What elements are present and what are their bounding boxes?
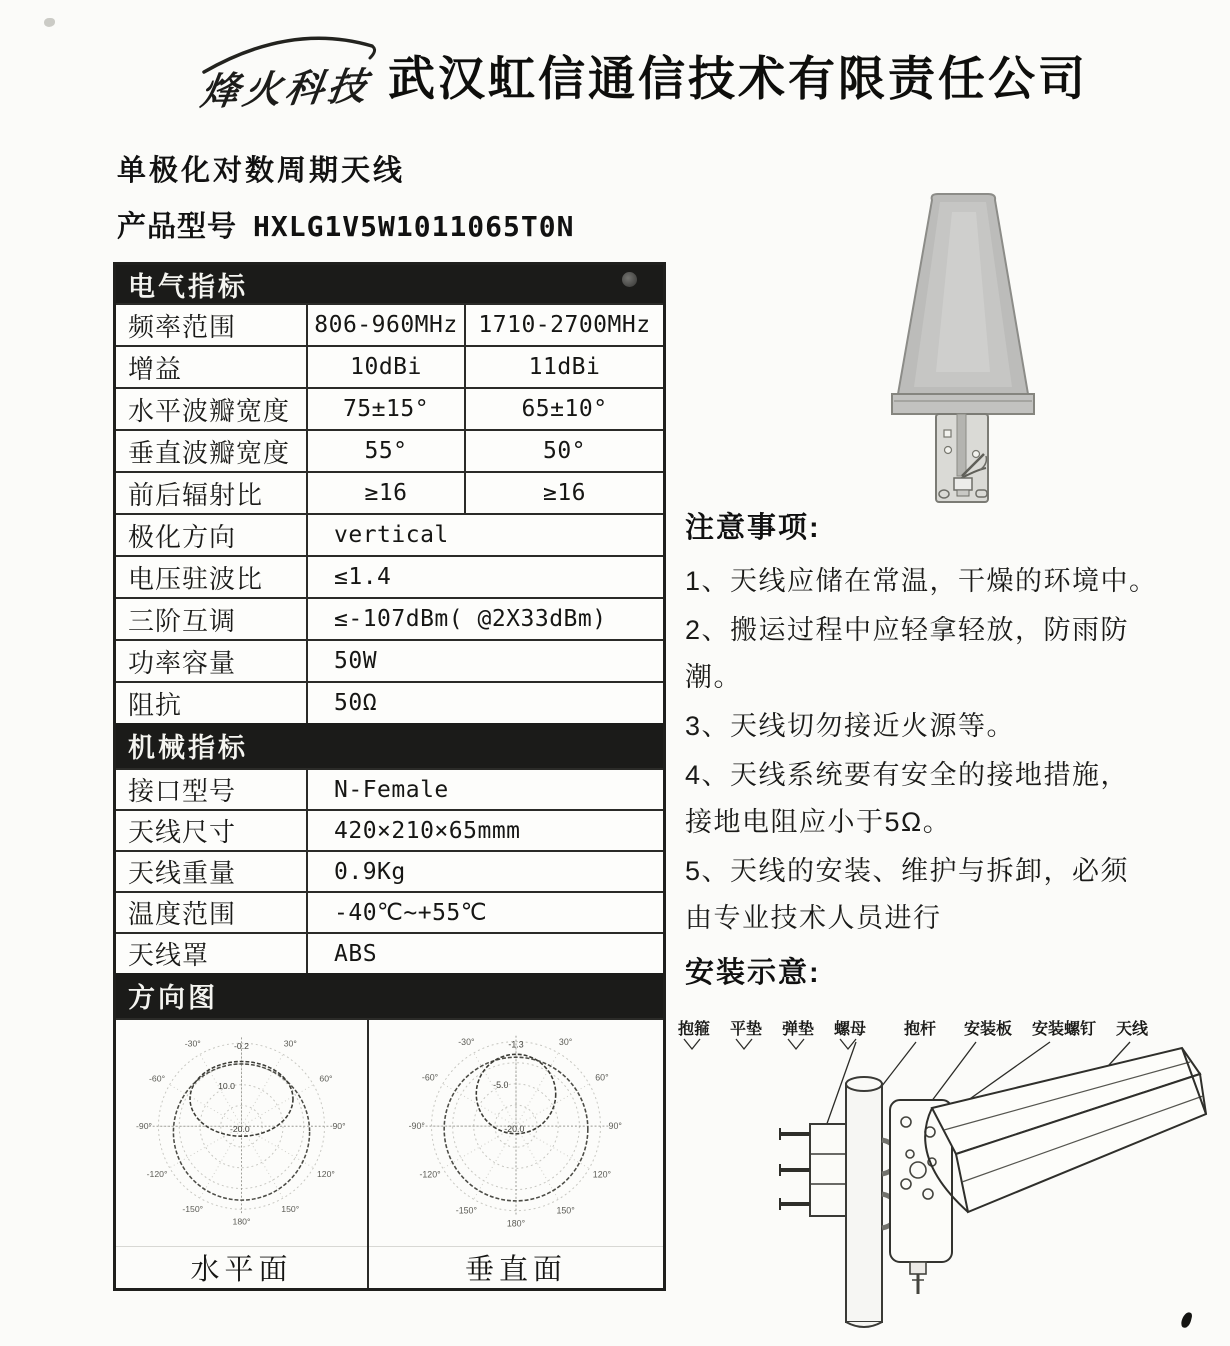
install-part-label: 抱杆 xyxy=(904,1021,937,1038)
pattern-section-title: 方向图 xyxy=(128,983,218,1013)
angle-tick-label: 30° xyxy=(283,1038,297,1049)
radial-value-label: -0.2 xyxy=(234,1041,249,1052)
angle-tick-label: 150° xyxy=(281,1203,300,1214)
electrical-section-bar xyxy=(116,265,663,303)
angle-tick-label: 120° xyxy=(316,1168,335,1179)
table-row xyxy=(116,429,663,471)
value-text: 55° xyxy=(364,438,408,464)
angle-tick-label: -150° xyxy=(182,1203,204,1214)
antenna-product-image xyxy=(840,182,1150,512)
page-title: 单极化对数周期天线 xyxy=(117,155,406,187)
pattern-plots xyxy=(116,1018,663,1288)
row-value xyxy=(464,389,663,429)
install-part-label: 安装螺钉 xyxy=(1032,1021,1097,1038)
notes-heading: 注意事项: xyxy=(685,512,821,544)
note-item: 4、天线系统要有安全的接地措施， 接地电阻应小于5Ω。 xyxy=(685,760,1130,837)
value-text: -40℃~+55℃ xyxy=(334,899,488,926)
row-label: 温度范围 xyxy=(128,899,237,929)
row-label: 电压驻波比 xyxy=(128,563,264,594)
row-value xyxy=(306,473,464,513)
row-value xyxy=(306,770,663,809)
value-text: N-Female xyxy=(334,776,449,803)
row-value xyxy=(464,431,663,471)
company-name: 武汉虹信通信技术有限责任公司 xyxy=(388,52,1088,105)
installation-diagram xyxy=(668,1012,1218,1342)
angle-tick-label: 90° xyxy=(608,1121,622,1132)
row-value xyxy=(464,305,663,345)
value-text: ABS xyxy=(334,940,378,967)
value-text: 0.9Kg xyxy=(334,858,406,885)
install-heading: 安装示意: xyxy=(685,957,821,989)
table-row xyxy=(116,809,663,850)
horizontal-plot-caption: 水平面 xyxy=(116,1246,367,1288)
angle-tick-label: -30° xyxy=(458,1036,475,1047)
value-text: ≤-107dBm( @2X33dBm) xyxy=(334,606,607,632)
company-logo xyxy=(196,30,386,120)
row-label: 阻抗 xyxy=(128,689,183,720)
row-label: 天线重量 xyxy=(128,858,237,888)
table-row xyxy=(116,768,663,809)
table-row xyxy=(116,597,663,639)
row-label: 垂直波瓣宽度 xyxy=(128,437,291,468)
install-part-label: 天线 xyxy=(1116,1021,1149,1038)
value-text: vertical xyxy=(334,522,449,548)
radial-value-label: -20.0 xyxy=(229,1124,250,1135)
table-row xyxy=(116,387,663,429)
notes-section xyxy=(685,505,1220,991)
row-value xyxy=(306,811,663,850)
angle-tick-label: 120° xyxy=(592,1169,612,1180)
table-row xyxy=(116,850,663,891)
row-value xyxy=(464,347,663,387)
horizontal-plane-plot-cell xyxy=(116,1020,369,1288)
row-label: 前后辐射比 xyxy=(128,479,264,510)
note-item: 1、天线应储在常温，干燥的环境中。 xyxy=(685,566,1158,596)
row-value xyxy=(306,431,464,471)
row-value xyxy=(306,893,663,932)
value-text: 420×210×65mmm xyxy=(334,817,521,844)
value-text: 10dBi xyxy=(350,354,422,380)
table-row xyxy=(116,639,663,681)
row-label: 天线罩 xyxy=(128,940,210,970)
angle-tick-label: -120° xyxy=(419,1169,441,1180)
table-row xyxy=(116,932,663,973)
electrical-section-title: 电气指标 xyxy=(128,271,248,302)
table-row xyxy=(116,681,663,723)
install-part-label: 抱箍 xyxy=(678,1021,711,1038)
table-row xyxy=(116,471,663,513)
angle-tick-label: -30° xyxy=(184,1038,201,1049)
vertical-plot-caption: 垂直面 xyxy=(369,1246,663,1288)
note-item: 3、天线切勿接近火源等。 xyxy=(685,711,1016,741)
row-label: 功率容量 xyxy=(128,647,237,678)
value-text: 75±15° xyxy=(342,396,430,422)
table-row xyxy=(116,555,663,597)
angle-tick-label: 180° xyxy=(506,1218,526,1229)
model-value: HXLG1V5W1011065T0N xyxy=(253,210,575,243)
value-text: 65±10° xyxy=(521,396,608,422)
row-value xyxy=(306,641,663,681)
spec-table xyxy=(113,262,666,1291)
radial-value-label: -5.0 xyxy=(493,1080,509,1091)
angle-tick-label: -60° xyxy=(149,1073,166,1084)
note-item: 2、搬运过程中应轻拿轻放，防雨防 潮。 xyxy=(685,615,1130,692)
model-label: 产品型号 xyxy=(117,211,238,243)
scan-smudge xyxy=(622,272,637,287)
table-row xyxy=(116,345,663,387)
value-text: 50Ω xyxy=(334,690,378,716)
row-label: 三阶互调 xyxy=(128,605,237,636)
table-row xyxy=(116,513,663,555)
angle-tick-label: -90° xyxy=(408,1121,425,1132)
mechanical-section-title: 机械指标 xyxy=(128,733,248,763)
notes-list xyxy=(685,558,1220,942)
row-value xyxy=(306,389,464,429)
install-labels xyxy=(677,1019,1149,1038)
value-text: ≤1.4 xyxy=(334,564,392,590)
electrical-table-rows xyxy=(116,303,663,723)
row-label: 极化方向 xyxy=(128,521,237,552)
value-text: 50° xyxy=(542,438,587,464)
pattern-section-bar xyxy=(116,973,663,1018)
angle-tick-label: 180° xyxy=(232,1216,251,1227)
angle-tick-label: 150° xyxy=(556,1205,575,1216)
logo-script-text: 烽火科技 xyxy=(197,63,374,114)
row-value xyxy=(306,557,663,597)
value-text: ≥16 xyxy=(542,480,587,506)
radial-value-label: 10.0 xyxy=(218,1080,236,1091)
row-label: 增益 xyxy=(128,353,183,384)
vertical-polar-chart xyxy=(369,1020,663,1246)
row-value xyxy=(464,473,663,513)
mechanical-table-rows xyxy=(116,768,663,973)
row-label: 频率范围 xyxy=(128,311,237,342)
model-line xyxy=(117,204,574,245)
row-value xyxy=(306,683,663,723)
horizontal-polar-chart xyxy=(116,1020,367,1246)
row-label: 天线尺寸 xyxy=(128,817,237,847)
install-part-label: 安装板 xyxy=(964,1021,1013,1038)
row-value xyxy=(306,305,464,345)
angle-tick-label: 90° xyxy=(332,1121,346,1132)
vertical-plane-plot-cell xyxy=(369,1020,663,1288)
angle-tick-label: -120° xyxy=(146,1168,168,1179)
row-label: 水平波瓣宽度 xyxy=(128,395,291,426)
install-part-label: 平垫 xyxy=(730,1021,763,1038)
row-value xyxy=(306,934,663,973)
angle-tick-label: 60° xyxy=(319,1073,333,1084)
install-part-label: 螺母 xyxy=(834,1021,867,1038)
row-value xyxy=(306,347,464,387)
install-part-label: 弹垫 xyxy=(782,1021,815,1038)
angle-tick-label: -60° xyxy=(421,1072,439,1083)
radial-value-label: -20.0 xyxy=(504,1124,525,1135)
row-value xyxy=(306,599,663,639)
angle-tick-label: 30° xyxy=(558,1036,573,1047)
value-text: ≥16 xyxy=(364,480,408,506)
value-text: 1710-2700MHz xyxy=(478,312,651,338)
table-row xyxy=(116,303,663,345)
row-value xyxy=(306,515,663,555)
angle-tick-label: 60° xyxy=(595,1072,609,1083)
note-item: 5、天线的安装、维护与拆卸，必须 由专业技术人员进行 xyxy=(685,856,1130,933)
radial-value-label: -1.3 xyxy=(508,1039,524,1050)
table-row xyxy=(116,891,663,932)
angle-tick-label: -150° xyxy=(455,1205,477,1216)
value-text: 50W xyxy=(334,648,378,674)
row-value xyxy=(306,852,663,891)
mechanical-section-bar xyxy=(116,723,663,768)
angle-tick-label: -90° xyxy=(135,1121,153,1132)
value-text: 11dBi xyxy=(528,354,601,380)
row-label: 接口型号 xyxy=(128,776,237,806)
scan-smudge xyxy=(44,18,55,27)
value-text: 806-960MHz xyxy=(314,312,458,338)
